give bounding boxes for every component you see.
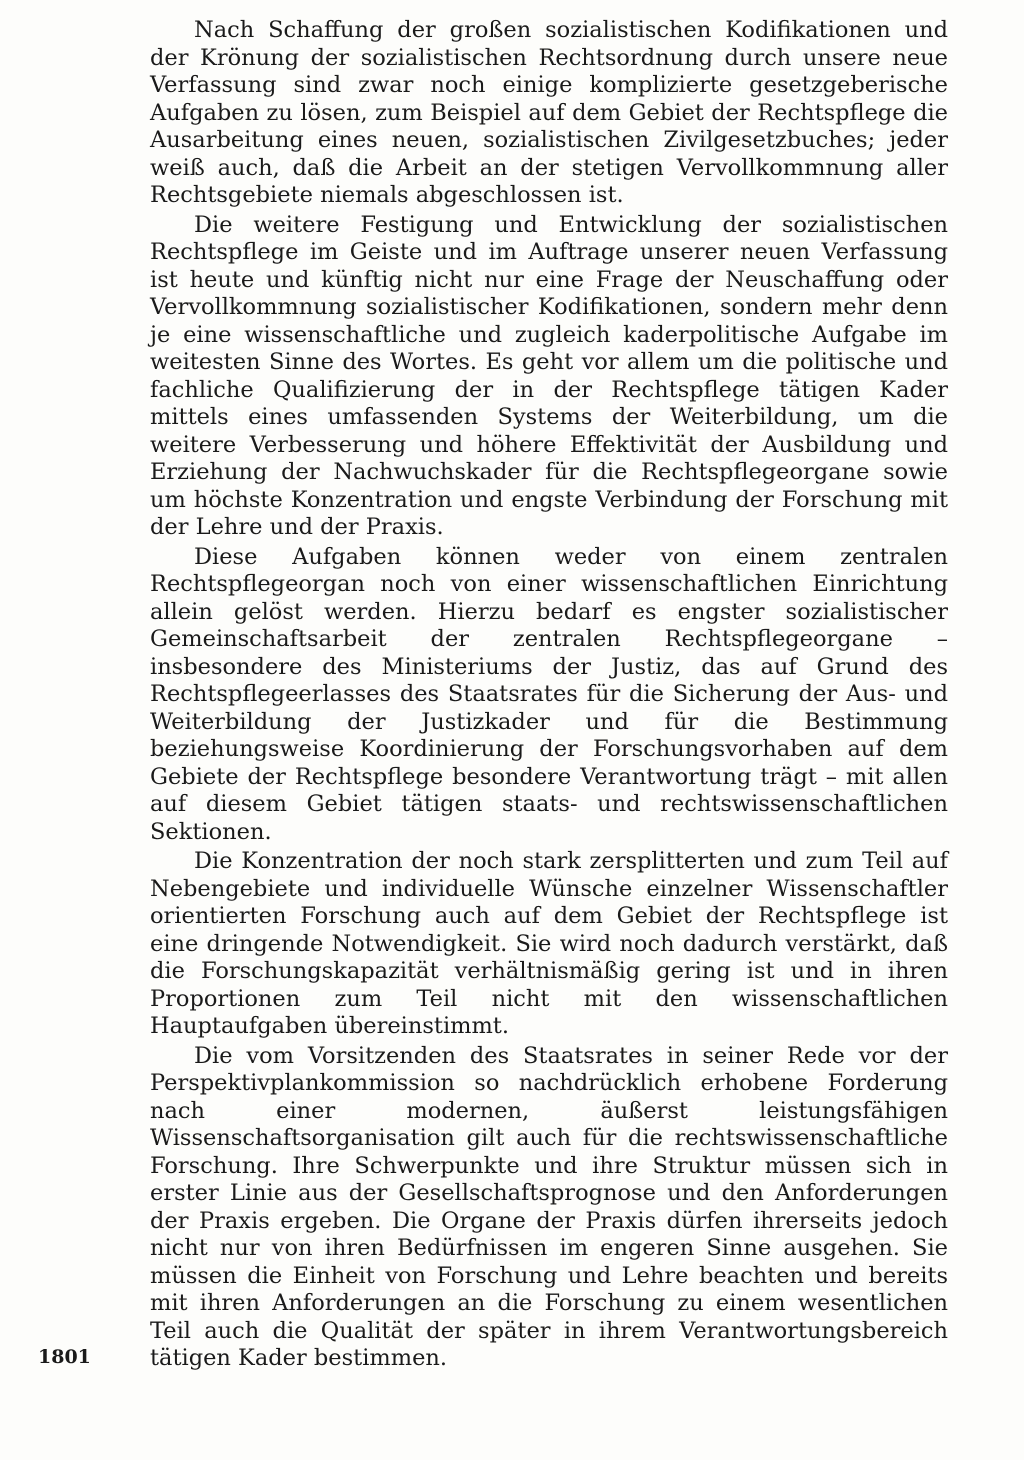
paragraph-2: Die weitere Festigung und Entwicklung der sozialistischen Rechtspflege im Geiste und im Auftrage unserer neuen Verfassung ist heute und künftig nicht nur eine Frage der Neuschaffung oder Vervollkommnung sozialistischer Kodifikationen, sondern mehr denn je eine wissenschaftliche und zugleich kaderpolitische Aufgabe im weitesten Sinne des Wortes. Es geht vor allem um die politische und fachliche Qualifizierung der in der Rechtspflege tätigen Kader mittels eines umfassenden Systems der Weiterbildung, um die weitere Verbesserung und höhere Effektivität der Ausbildung und Erziehung der Nachwuchskader für die Rechtspflegeorgane sowie um höchste Konzentration und engste Verbindung der Forschung mit der Lehre und der Praxis. xyxy=(150,211,948,540)
body-text xyxy=(150,17,948,1373)
paragraph-1: Nach Schaffung der großen sozialistischen Kodifikationen und der Krönung der sozialistischen Rechtsordnung durch unsere neue Verfassung sind zwar noch einige komplizierte gesetzgeberische Aufgaben zu lösen, zum Beispiel auf dem Gebiet der Rechtspflege die Ausarbeitung eines neuen, sozialistischen Zivilgesetzbuches; jeder weiß auch, daß die Arbeit an der stetigen Vervollkommnung aller Rechtsgebiete niemals abgeschlossen ist. xyxy=(150,17,948,208)
paragraph-5: Die vom Vorsitzenden des Staatsrates in seiner Rede vor der Perspektivplankommission so nachdrücklich erhobene Forderung nach einer modernen, äußerst leistungsfähigen Wissenschaftsorganisation gilt auch für die rechtswissenschaftliche Forschung. Ihre Schwerpunkte und ihre Struktur müssen sich in erster Linie aus der Gesellschaftsprognose und den Anforderungen der Praxis ergeben. Die Organe der Praxis dürfen ihrerseits jedoch nicht nur von ihren Bedürfnissen im engeren Sinne ausgehen. Sie müssen die Einheit von Forschung und Lehre beachten und bereits mit ihren Anforderungen an die Forschung zu einem wesentlichen Teil auch die Qualität der später in ihrem Verantwortungsbereich tätigen Kader bestimmen. xyxy=(150,1042,948,1371)
page-number: 1801 xyxy=(38,1346,91,1368)
paragraph-3: Diese Aufgaben können weder von einem zentralen Rechtspflegeorgan noch von einer wissenschaftlichen Einrichtung allein gelöst werden. Hierzu bedarf es engster sozialistischer Gemeinschaftsarbeit der zentralen Rechtspflegeorgane – insbesondere des Ministeriums der Justiz, das auf Grund des Rechtspflegeerlasses des Staatsrates für die Sicherung der Aus- und Weiterbildung der Justizkader und für die Bestimmung beziehungsweise Koordinierung der Forschungsvorhaben auf dem Gebiete der Rechtspflege besondere Verantwortung trägt – mit allen auf diesem Gebiet tätigen staats- und rechtswissenschaftlichen Sektionen. xyxy=(150,543,948,845)
paragraph-4: Die Konzentration der noch stark zersplitterten und zum Teil auf Nebengebiete und individuelle Wünsche einzelner Wissenschaftler orientierten Forschung auch auf dem Gebiet der Rechtspflege ist eine dringende Notwendigkeit. Sie wird noch dadurch verstärkt, daß die Forschungskapazität verhältnismäßig gering ist und in ihren Proportionen zum Teil nicht mit den wissenschaftlichen Hauptaufgaben übereinstimmt. xyxy=(150,848,948,1039)
